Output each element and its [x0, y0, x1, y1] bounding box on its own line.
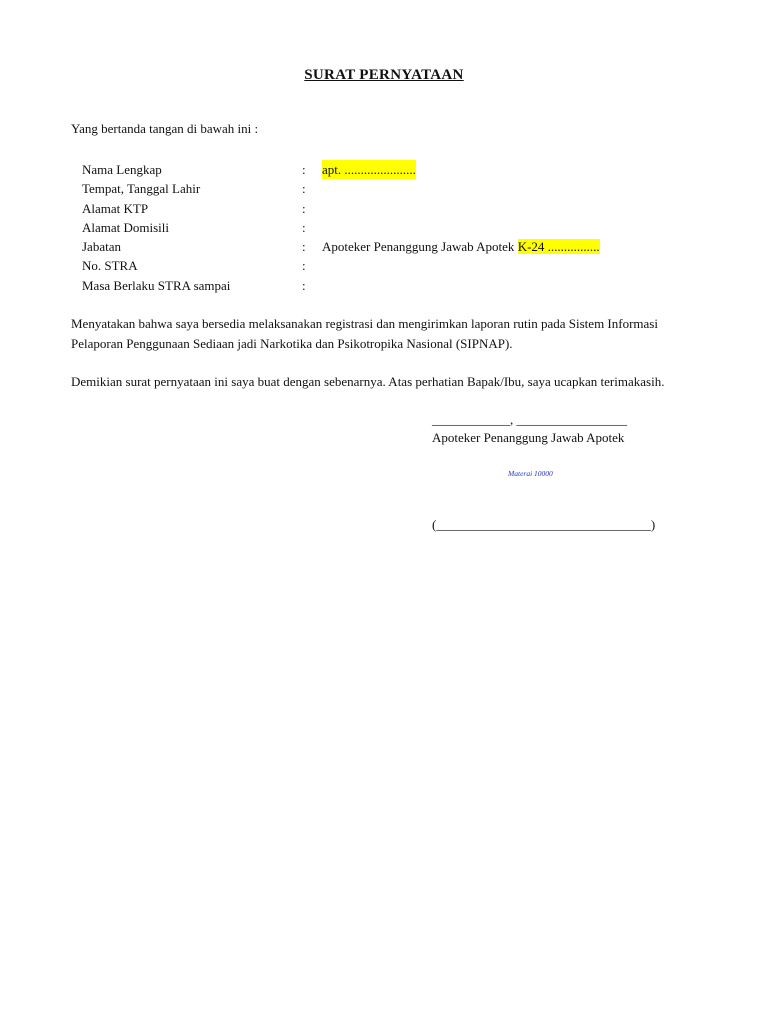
jabatan-highlight: K-24 ................ [517, 239, 600, 255]
field-label: Nama Lengkap [82, 162, 162, 177]
field-colon: : [302, 200, 306, 216]
field-label: Tempat, Tanggal Lahir [82, 181, 201, 197]
field-value-nama: apt. ...................... [322, 162, 416, 177]
jabatan-text: Apoteker Penanggung Jawab Apotek [322, 239, 518, 255]
field-row-nama [82, 160, 702, 179]
field-colon: : [302, 162, 306, 177]
statement-paragraph [71, 314, 711, 353]
closing-paragraph: Demikian surat pernyataan ini saya buat dengan sebenarnya. Atas perhatian Bapak/Ibu, saya ucapkan terimakasih. [71, 374, 665, 389]
field-label: Alamat KTP [82, 200, 149, 216]
field-value-jabatan [322, 237, 600, 256]
signature-place-date: ____________, _________________ [432, 412, 627, 427]
field-colon: : [302, 181, 306, 197]
field-colon: : [302, 258, 306, 274]
materai-stamp-label: Materai 10000 [508, 469, 553, 478]
signature-role: Apoteker Penanggung Jawab Apotek [432, 430, 625, 445]
field-row-ttl [82, 179, 702, 198]
document-title: SURAT PERNYATAAN [304, 67, 464, 83]
field-colon: : [302, 239, 306, 255]
statement-line-2: Pelaporan Penggunaan Sediaan jadi Narkotika dan Psikotropika Nasional (SIPNAP). [71, 335, 513, 351]
field-label: No. STRA [82, 258, 138, 274]
field-label: Masa Berlaku STRA sampai [82, 277, 231, 293]
field-colon: : [302, 277, 306, 293]
field-row-jabatan [82, 237, 702, 256]
identity-fields [82, 160, 702, 295]
signature-name-line: (_________________________________) [432, 517, 656, 532]
field-row-masa-berlaku [82, 276, 702, 295]
field-colon: : [302, 219, 306, 235]
statement-line-1: Menyatakan bahwa saya bersedia melaksanakan registrasi dan mengirimkan laporan rutin pada Sistem Informasi [71, 316, 658, 331]
intro-text: Yang bertanda tangan di bawah ini : [71, 121, 259, 136]
field-label: Jabatan [82, 239, 121, 255]
field-row-no-stra [82, 256, 702, 275]
field-label: Alamat Domisili [82, 219, 170, 235]
field-row-alamat-domisili [82, 218, 702, 237]
field-row-alamat-ktp [82, 199, 702, 218]
